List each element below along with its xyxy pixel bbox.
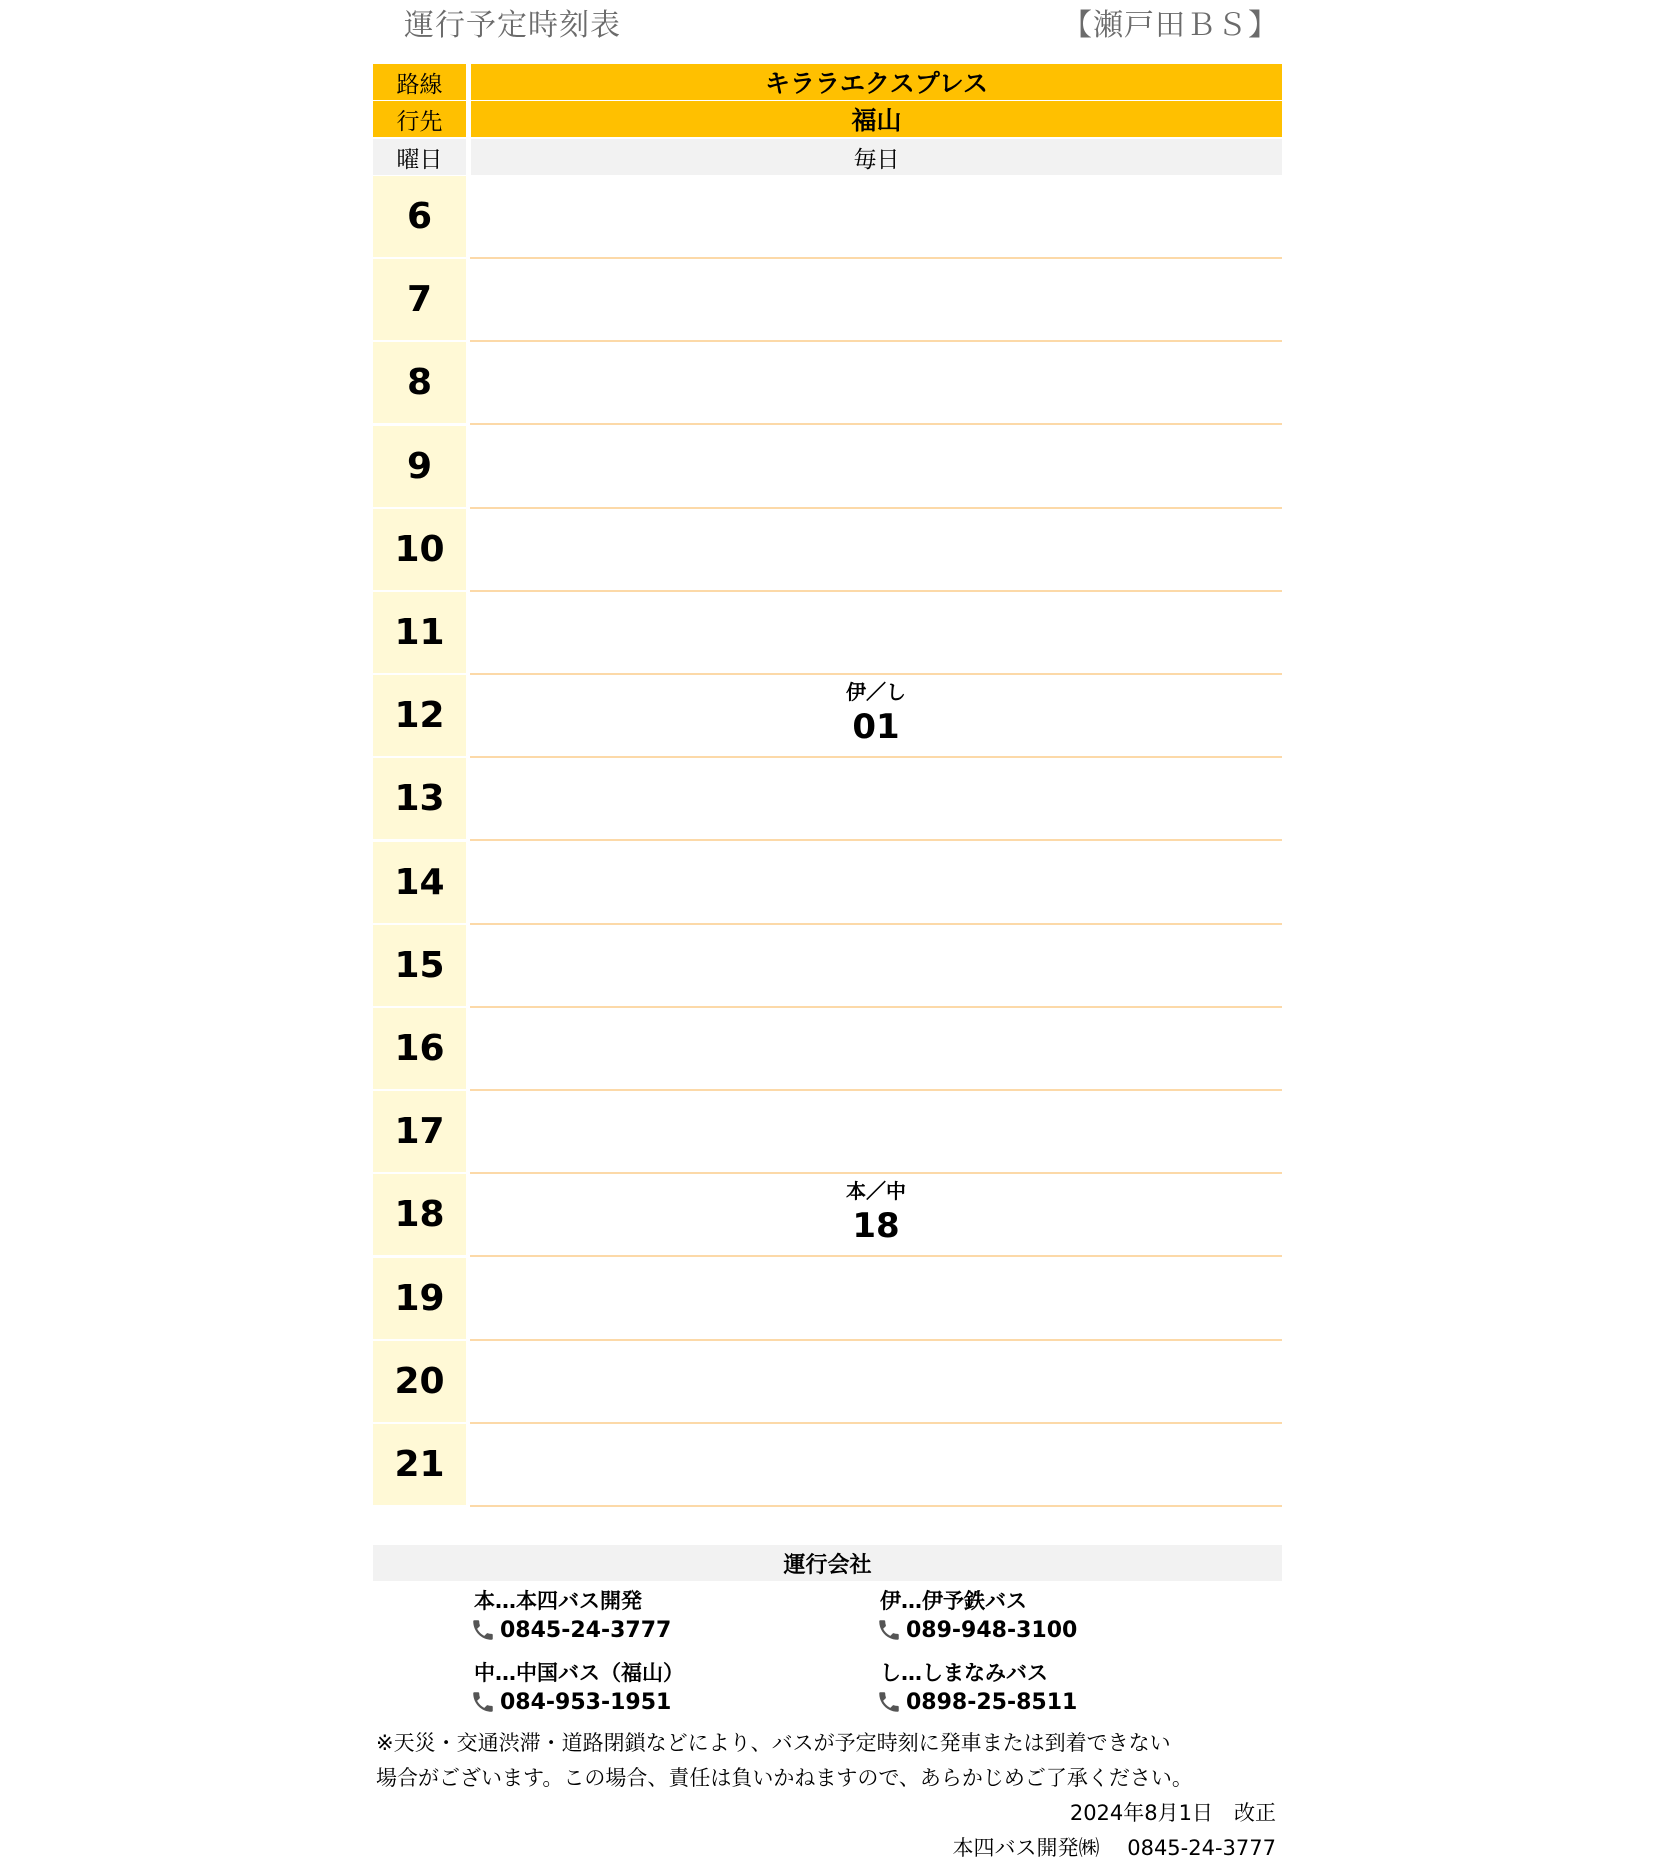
minute-cell <box>470 176 1282 259</box>
day-value: 毎日 <box>471 139 1282 175</box>
destination-label: 行先 <box>373 101 466 137</box>
hour-cell: 7 <box>373 259 466 340</box>
day-label: 曜日 <box>373 139 466 175</box>
minute-cell <box>470 342 1282 425</box>
minute-cell <box>470 1258 1282 1341</box>
departure-operator: 伊／し <box>846 680 906 704</box>
timetable-title: 運行予定時刻表 <box>404 8 621 43</box>
notice-line: 場合がございます。この場合、責任は負いかねますので、あらかじめご了承ください。 <box>376 1766 1193 1790</box>
notice-line: ※天災・交通渋滞・道路閉鎖などにより、バスが予定時刻に発車または到着できない <box>376 1731 1171 1755</box>
hour-cell: 9 <box>373 426 466 507</box>
minute-cell <box>470 592 1282 675</box>
company-phone <box>470 1689 671 1715</box>
hour-cell: 20 <box>373 1341 466 1422</box>
minute-cell <box>470 1008 1282 1091</box>
departure <box>470 1178 1282 1248</box>
destination-name: 福山 <box>471 101 1282 137</box>
company-heading: 運行会社 <box>373 1545 1282 1581</box>
phone-icon <box>470 1617 496 1643</box>
route-name: キララエクスプレス <box>471 64 1282 100</box>
route-row <box>373 64 1282 100</box>
hour-cell: 17 <box>373 1091 466 1172</box>
minute-cell <box>470 259 1282 342</box>
hour-cell: 16 <box>373 1008 466 1089</box>
minute-cell <box>470 426 1282 509</box>
minute-cell <box>470 925 1282 1008</box>
departure-minute: 18 <box>852 1206 900 1246</box>
hour-cell: 6 <box>373 176 466 257</box>
phone-number: 0898-25-8511 <box>906 1689 1078 1715</box>
phone-icon <box>876 1617 902 1643</box>
departure-minute: 01 <box>852 707 900 747</box>
company-phone <box>876 1617 1077 1643</box>
hour-cell: 15 <box>373 925 466 1006</box>
hour-cell: 13 <box>373 758 466 839</box>
company-name: 伊…伊予鉄バス <box>880 1589 1027 1613</box>
company-phone <box>470 1617 671 1643</box>
minute-cell <box>470 509 1282 592</box>
minute-cell <box>470 1091 1282 1174</box>
company-name: し…しまなみバス <box>880 1661 1048 1685</box>
hour-cell: 12 <box>373 675 466 756</box>
minute-cell <box>470 758 1282 841</box>
minute-cell <box>470 842 1282 925</box>
departure <box>470 679 1282 749</box>
route-label: 路線 <box>373 64 466 100</box>
hour-cell: 18 <box>373 1174 466 1255</box>
phone-number: 084-953-1951 <box>500 1689 672 1715</box>
phone-icon <box>876 1689 902 1715</box>
company-name: 本…本四バス開発 <box>474 1589 642 1613</box>
departure-operator: 本／中 <box>846 1179 906 1203</box>
stop-name: 【瀬戸田ＢＳ】 <box>1062 8 1279 43</box>
hour-cell: 21 <box>373 1424 466 1505</box>
hour-cell: 14 <box>373 842 466 923</box>
company-name: 中…中国バス（福山） <box>474 1661 684 1685</box>
hour-cell: 10 <box>373 509 466 590</box>
day-row <box>373 139 1282 175</box>
destination-row <box>373 101 1282 137</box>
minute-cell <box>470 1341 1282 1424</box>
minute-cell <box>470 1424 1282 1507</box>
footer-contact: 本四バス開発㈱ 0845-24-3777 <box>952 1836 1276 1860</box>
hour-cell: 19 <box>373 1258 466 1339</box>
phone-number: 089-948-3100 <box>906 1617 1078 1643</box>
company-phone <box>876 1689 1077 1715</box>
phone-number: 0845-24-3777 <box>500 1617 672 1643</box>
phone-icon <box>470 1689 496 1715</box>
revision-date: 2024年8月1日 改正 <box>1069 1801 1276 1825</box>
hour-cell: 8 <box>373 342 466 423</box>
hour-cell: 11 <box>373 592 466 673</box>
